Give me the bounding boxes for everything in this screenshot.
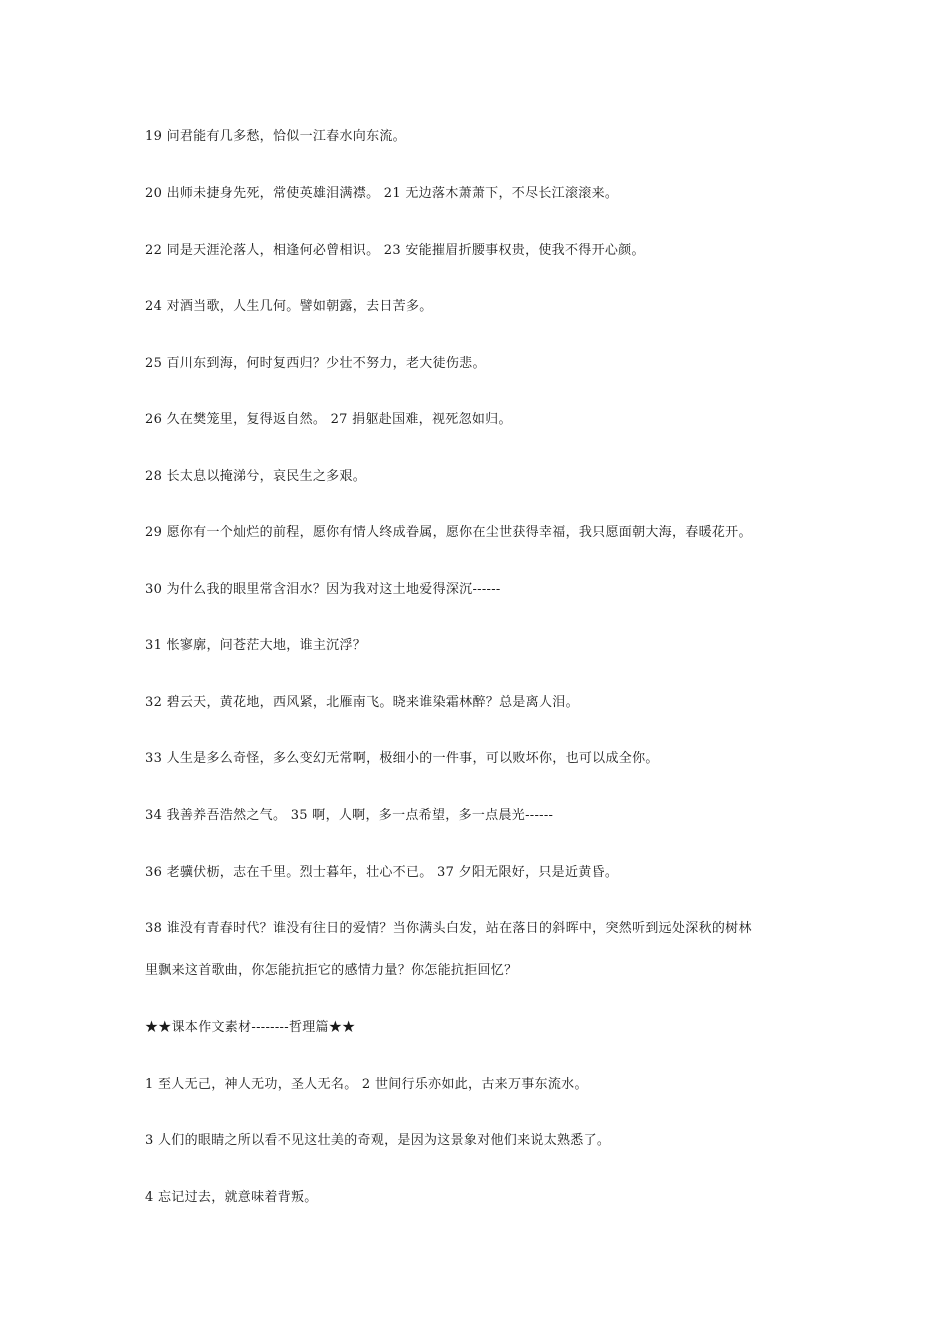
text-line: 34 我善养吾浩然之气。 35 啊，人啊，多一点希望，多一点晨光------: [145, 808, 554, 823]
section-heading: ★★课本作文素材--------哲理篇★★: [145, 1020, 356, 1035]
text-line: 22 同是天涯沦落人，相逢何必曾相识。 23 安能摧眉折腰事权贵，使我不得开心颜。: [145, 243, 645, 258]
text-line: 3 人们的眼睛之所以看不见这壮美的奇观，是因为这景象对他们来说太熟悉了。: [145, 1133, 611, 1148]
text-line: 25 百川东到海，何时复西归？少壮不努力，老大徒伤悲。: [145, 356, 486, 371]
text-line: 4 忘记过去，就意味着背叛。: [145, 1190, 318, 1205]
text-line: 20 出师未捷身先死，常使英雄泪满襟。 21 无边落木萧萧下，不尽长江滚滚来。: [145, 186, 619, 201]
text-line: 33 人生是多么奇怪，多么变幻无常啊，极细小的一件事，可以败坏你，也可以成全你。: [145, 751, 659, 766]
text-line: 24 对酒当歌，人生几何。譬如朝露，去日苦多。: [145, 299, 433, 314]
text-line: 26 久在樊笼里，复得返自然。 27 捐躯赴国难，视死忽如归。: [145, 412, 512, 427]
text-line: 29 愿你有一个灿烂的前程，愿你有情人终成眷属，愿你在尘世获得幸福，我只愿面朝大海，春暖花开。: [145, 525, 752, 540]
text-line: 32 碧云天，黄花地，西风紧，北雁南飞。晓来谁染霜林醉？总是离人泪。: [145, 695, 579, 710]
text-line: 里飘来这首歌曲，你怎能抗拒它的感情力量？你怎能抗拒回忆？: [145, 963, 518, 978]
text-line: 1 至人无己，神人无功，圣人无名。 2 世间行乐亦如此，古来万事东流水。: [145, 1077, 588, 1092]
text-line: 38 谁没有青春时代？谁没有往日的爱情？当你满头白发，站在落日的斜晖中，突然听到远处深秋的树林: [145, 921, 752, 936]
text-line: 36 老骥伏枥，志在千里。烈士暮年，壮心不已。 37 夕阳无限好，只是近黄昏。: [145, 865, 619, 880]
text-line: 30 为什么我的眼里常含泪水？因为我对这土地爱得深沉------: [145, 582, 501, 597]
text-line: 19 问君能有几多愁，恰似一江春水向东流。: [145, 129, 406, 144]
text-line: 31 怅寥廓，问苍茫大地，谁主沉浮？: [145, 638, 367, 653]
text-line: 28 长太息以掩涕兮，哀民生之多艰。: [145, 469, 367, 484]
